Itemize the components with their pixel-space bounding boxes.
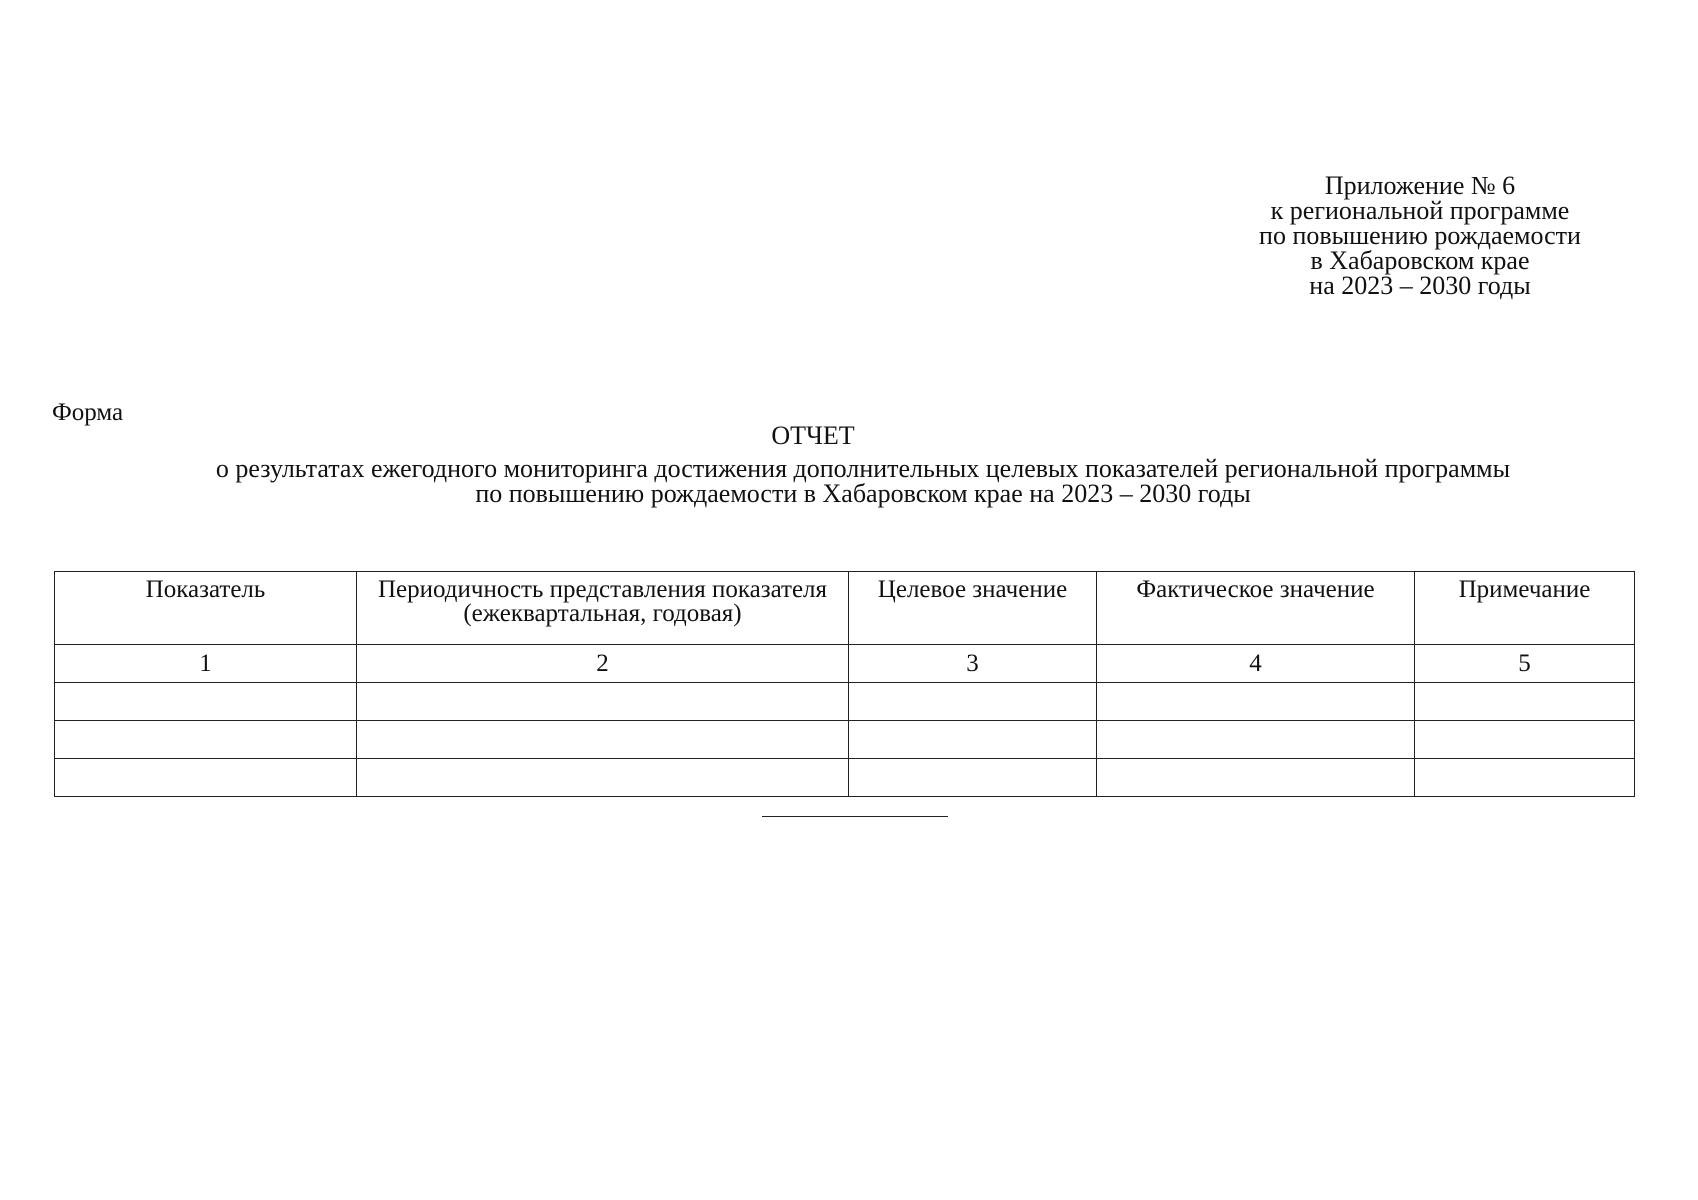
table-cell xyxy=(1415,683,1635,721)
header-cell-note: Примечание xyxy=(1415,572,1635,645)
table-cell xyxy=(357,759,849,797)
appendix-line: Приложение № 6 xyxy=(1324,171,1516,200)
table-row xyxy=(55,721,1635,759)
table-cell xyxy=(55,683,357,721)
end-separator-line xyxy=(762,816,948,817)
appendix-block xyxy=(1210,173,1630,298)
form-label: Форма xyxy=(52,399,124,426)
report-subtitle-line: о результатах ежегодного мониторинга достижения дополнительных целевых показателей региональной программы xyxy=(215,454,1511,483)
column-number-cell: 1 xyxy=(55,645,357,683)
table-cell xyxy=(1097,759,1415,797)
report-title: ОТЧЕТ xyxy=(771,421,855,450)
column-number-cell: 4 xyxy=(1097,645,1415,683)
table-cell xyxy=(1415,721,1635,759)
report-subtitle-line: по повышению рождаемости в Хабаровском крае на 2023 – 2030 годы xyxy=(475,479,1251,508)
column-number-cell: 2 xyxy=(357,645,849,683)
table-row xyxy=(55,683,1635,721)
report-table xyxy=(54,571,1635,797)
appendix-line: к региональной программе xyxy=(1270,196,1570,225)
table-cell xyxy=(1415,759,1635,797)
table-cell xyxy=(55,721,357,759)
header-cell-actual-value: Фактическое значение xyxy=(1097,572,1415,645)
column-number-cell: 3 xyxy=(849,645,1097,683)
table-cell xyxy=(357,721,849,759)
header-cell-indicator: Показатель xyxy=(55,572,357,645)
table-row xyxy=(55,759,1635,797)
table-cell xyxy=(849,759,1097,797)
table-cell xyxy=(55,759,357,797)
header-cell-periodicity: Периодичность представления показателя (ежеквартальная, годовая) xyxy=(357,572,849,645)
appendix-line: по повышению рождаемости xyxy=(1259,221,1581,250)
table-cell xyxy=(849,683,1097,721)
header-row xyxy=(55,572,1635,645)
appendix-line: в Хабаровском крае xyxy=(1310,246,1530,275)
column-number-row xyxy=(55,645,1635,683)
header-cell-target-value: Целевое значение xyxy=(849,572,1097,645)
table-cell xyxy=(1097,721,1415,759)
table-cell xyxy=(357,683,849,721)
table-cell xyxy=(1097,683,1415,721)
table-cell xyxy=(849,721,1097,759)
column-number-cell: 5 xyxy=(1415,645,1635,683)
report-subtitle xyxy=(140,456,1586,506)
appendix-line: на 2023 – 2030 годы xyxy=(1309,271,1531,300)
